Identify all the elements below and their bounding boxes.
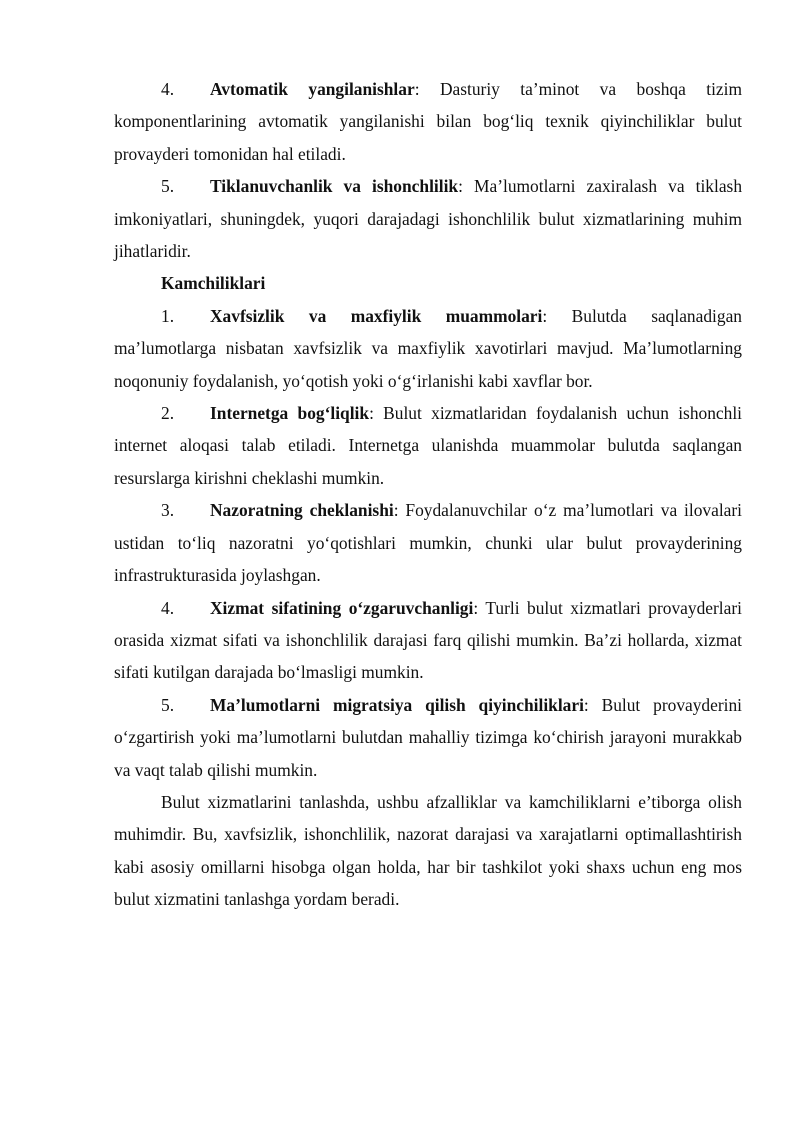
list-item-text: : Turli bulut xizmatlari provayderlari orasida xizmat sifati va ishonchlilik darajasi farq qilishi mumkin. Ba’zi hollarda, xizmat sifati kutilgan darajada bo‘lmasligi mumkin. <box>114 597 742 683</box>
list-item-number: 5. <box>161 176 175 197</box>
list-item-limited-control <box>114 494 742 591</box>
list-item-text: : Ma’lumotlarni zaxiralash va tiklash imkoniyatlari, shuningdek, yuqori darajadagi ishonchlilik bulut xizmatlarining muhim jihatlaridir. <box>114 176 743 262</box>
list-item-security <box>114 300 742 397</box>
list-item-auto-updates <box>114 73 742 170</box>
document-body <box>114 73 742 916</box>
list-item-term: Nazoratning cheklanishi <box>210 500 394 521</box>
list-item-term: Ma’lumotlarni migratsiya qilish qiyinchiliklari <box>210 694 584 715</box>
conclusion-paragraph: Bulut xizmatlarini tanlashda, ushbu afzalliklar va kamchiliklarni e’tiborga olish muhimdir. Bu, xavfsizlik, ishonchlilik, nazorat darajasi va xarajatlarni optimallashtirish kabi asosiy omillarni hisobga olgan holda, har bir tashkilot yoki shaxs uchun eng mos bulut xizmatini tanlashga yordam beradi. <box>114 791 742 910</box>
list-item-number: 4. <box>161 597 175 618</box>
list-item-text: : Dasturiy ta’minot va boshqa tizim komponentlarining avtomatik yangilanishi bilan bog‘liq texnik qiyinchiliklar bulut provayderi tomonidan hal etiladi. <box>114 79 742 164</box>
list-item-number: 2. <box>161 403 175 424</box>
list-item-number: 3. <box>161 500 175 521</box>
list-item-recoverability <box>114 170 742 267</box>
list-item-internet-dependency <box>114 397 742 494</box>
list-item-number: 5. <box>161 694 175 715</box>
list-item-text: : Bulutda saqlanadigan ma’lumotlarga nisbatan xavfsizlik va maxfiylik xavotirlari mavjud. Ma’lumotlarning noqonuniy foydalanish, yo‘qotish yoki o‘g‘irlanishi kabi xavflar bor. <box>114 305 742 391</box>
list-item-text: : Foydalanuvchilar o‘z ma’lumotlari va ilovalari ustidan to‘liq nazoratni yo‘qotishlari mumkin, chunki ular bulut provayderining infrastrukturasida joylashgan. <box>114 500 742 586</box>
list-item-term: Internetga bog‘liqlik <box>210 403 370 424</box>
list-item-text: : Bulut provayderini o‘zgartirish yoki ma’lumotlarni bulutdan mahalliy tizimga ko‘chirish jarayoni murakkab va vaqt talab qilishi mumkin. <box>114 694 742 780</box>
list-item-term: Xizmat sifatining o‘zgaruvchanligi <box>210 597 474 618</box>
section-heading-cons: Kamchiliklari <box>161 273 266 294</box>
list-item-term: Xavfsizlik va maxfiylik muammolari <box>210 305 543 326</box>
list-item-term: Tiklanuvchanlik va ishonchlilik <box>210 176 459 197</box>
list-item-number: 1. <box>161 305 175 326</box>
list-item-service-quality <box>114 592 742 689</box>
list-item-number: 4. <box>161 79 175 99</box>
list-item-migration <box>114 689 742 786</box>
list-item-text: : Bulut xizmatlaridan foydalanish uchun ishonchli internet aloqasi talab etiladi. Internetga ulanishda muammolar bulutda saqlangan resurslarga kirishni cheklashi mumkin. <box>114 403 742 488</box>
list-item-term: Avtomatik yangilanishlar <box>210 79 415 99</box>
